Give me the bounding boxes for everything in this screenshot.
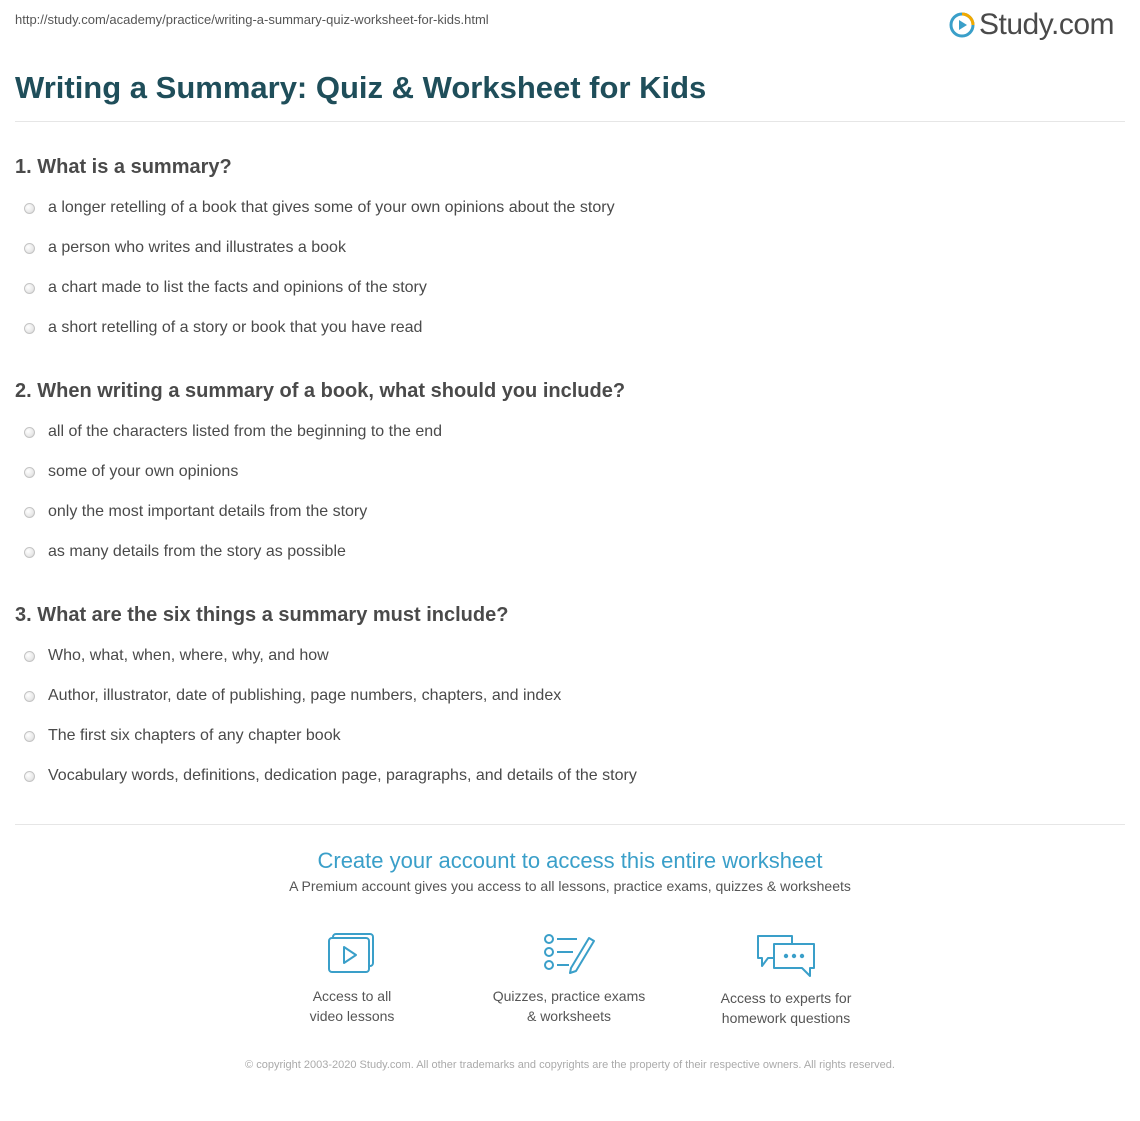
chat-experts-icon	[754, 932, 818, 978]
page-title: Writing a Summary: Quiz & Worksheet for Kids	[15, 70, 707, 105]
answer-label: Who, what, when, where, why, and how	[48, 647, 329, 664]
feature-line: video lessons	[309, 1008, 395, 1024]
radio-button[interactable]	[24, 507, 35, 518]
feature-experts	[696, 932, 876, 1028]
divider	[15, 121, 1125, 122]
answer-option[interactable]	[24, 767, 637, 785]
feature-line: homework questions	[721, 1010, 851, 1026]
answer-label: The first six chapters of any chapter book	[48, 727, 341, 744]
radio-button[interactable]	[24, 323, 35, 334]
feature-line: & worksheets	[526, 1008, 612, 1024]
answer-option[interactable]	[24, 319, 422, 337]
logo-text: Study.com	[979, 8, 1114, 41]
radio-button[interactable]	[24, 651, 35, 662]
radio-button[interactable]	[24, 771, 35, 782]
answer-option[interactable]	[24, 423, 442, 441]
copyright-notice: © copyright 2003-2020 Study.com. All other trademarks and copyrights are the property of their respective owners. All rights reserved.	[245, 1059, 895, 1071]
quiz-checklist-icon	[541, 932, 597, 976]
answer-option[interactable]	[24, 463, 238, 481]
premium-description: A Premium account gives you access to all lessons, practice exams, quizzes & worksheets	[289, 878, 851, 894]
answer-label: Author, illustrator, date of publishing, page numbers, chapters, and index	[48, 687, 562, 704]
radio-button[interactable]	[24, 427, 35, 438]
answer-label: a short retelling of a story or book that you have read	[48, 319, 423, 336]
question-3: 3. What are the six things a summary must include?	[15, 604, 509, 626]
divider	[15, 824, 1125, 825]
answer-label: a longer retelling of a book that gives some of your own opinions about the story	[48, 199, 615, 216]
radio-button[interactable]	[24, 731, 35, 742]
answer-option[interactable]	[24, 199, 615, 217]
video-lesson-icon	[325, 932, 379, 976]
feature-line: Access to all	[312, 988, 392, 1004]
question-1: 1. What is a summary?	[15, 156, 232, 178]
radio-button[interactable]	[24, 283, 35, 294]
answer-label: some of your own opinions	[48, 463, 239, 480]
radio-button[interactable]	[24, 467, 35, 478]
play-circle-icon	[949, 12, 975, 38]
answer-label: as many details from the story as possible	[48, 543, 346, 560]
study-logo[interactable]	[949, 8, 1114, 42]
feature-quizzes	[479, 932, 659, 1026]
radio-button[interactable]	[24, 547, 35, 558]
question-2: 2. When writing a summary of a book, what should you include?	[15, 380, 626, 402]
answer-option[interactable]	[24, 727, 341, 745]
create-account-link[interactable]: Create your account to access this entire worksheet	[317, 848, 823, 873]
radio-button[interactable]	[24, 691, 35, 702]
radio-button[interactable]	[24, 243, 35, 254]
feature-line: Access to experts for	[720, 990, 852, 1006]
feature-line: Quizzes, practice exams	[492, 988, 646, 1004]
answer-option[interactable]	[24, 687, 561, 705]
radio-button[interactable]	[24, 203, 35, 214]
answer-label: only the most important details from the story	[48, 503, 368, 520]
answer-option[interactable]	[24, 647, 329, 665]
answer-option[interactable]	[24, 279, 427, 297]
answer-option[interactable]	[24, 239, 346, 257]
answer-option[interactable]	[24, 503, 367, 521]
answer-label: all of the characters listed from the beginning to the end	[48, 423, 443, 440]
feature-video-lessons	[262, 932, 442, 1026]
answer-label: a chart made to list the facts and opinions of the story	[48, 279, 427, 296]
answer-option[interactable]	[24, 543, 346, 561]
answer-label: Vocabulary words, definitions, dedication page, paragraphs, and details of the story	[48, 767, 637, 784]
page-url: http://study.com/academy/practice/writing-a-summary-quiz-worksheet-for-kids.html	[15, 12, 489, 27]
answer-label: a person who writes and illustrates a book	[48, 239, 346, 256]
